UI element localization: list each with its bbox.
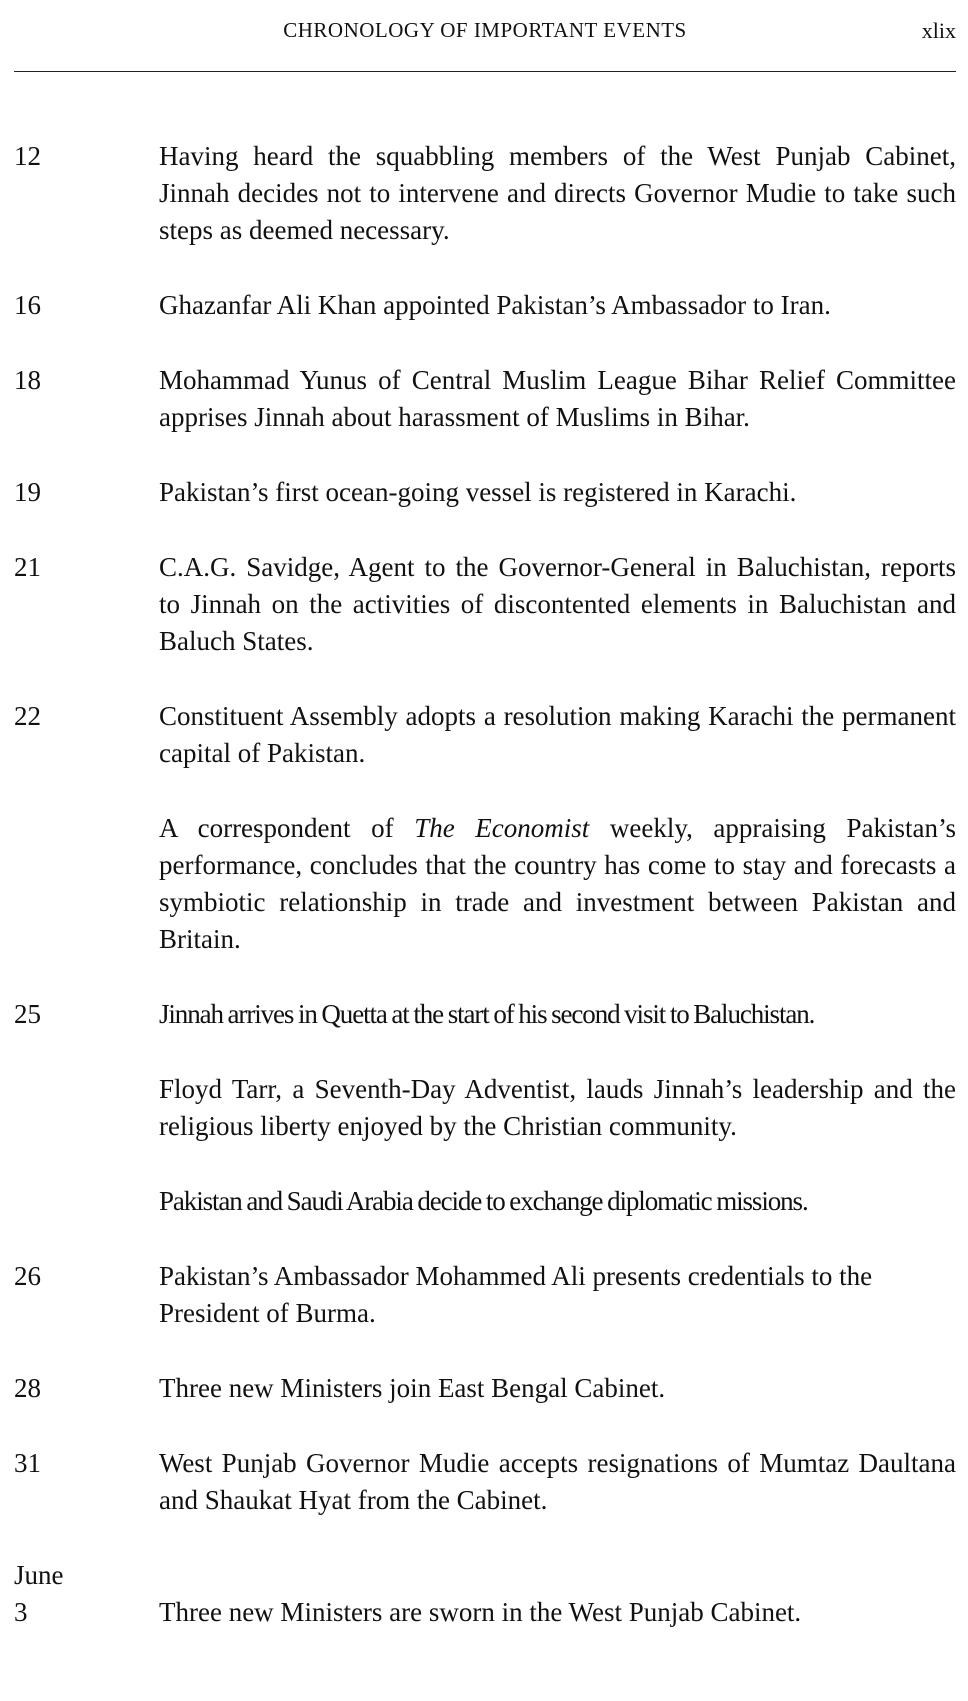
entry-text: C.A.G. Savidge, Agent to the Governor-General in Baluchistan, reports to Jinnah on the activities of discontented elements in Baluchistan and Baluch States. [159, 552, 956, 656]
entry-text: Having heard the squabbling members of the West Punjab Cabinet, Jinnah decides not to intervene and directs Governor Mudie to take such steps as deemed necessary. [159, 141, 956, 245]
chronology-list [14, 138, 956, 1669]
entry-day: 18 [14, 365, 41, 395]
entry-day: 19 [14, 477, 41, 507]
entry-text-before: A correspondent of [159, 813, 415, 843]
entry-text: Three new Ministers join East Bengal Cabinet. [159, 1373, 666, 1403]
chronology-entry [14, 1071, 956, 1145]
entry-text: Jinnah arrives in Quetta at the start of his second visit to Baluchistan. [159, 999, 815, 1029]
chronology-entry [14, 1183, 956, 1220]
entry-text: Constituent Assembly adopts a resolution making Karachi the permanent capital of Pakistan. [159, 701, 956, 768]
entry-text: West Punjab Governor Mudie accepts resignations of Mumtaz Daultana and Shaukat Hyat from the Cabinet. [159, 1448, 956, 1515]
entry-day: 3 [14, 1597, 28, 1627]
entry-day: 25 [14, 999, 41, 1029]
entry-day: 31 [14, 1448, 41, 1478]
entry-text: Pakistan’s Ambassador Mohammed Ali presents credentials to the President of Burma. [159, 1261, 873, 1328]
header-rule [14, 71, 956, 72]
page-header [14, 18, 956, 48]
publication-title: The Economist [414, 813, 590, 843]
chronology-entry [14, 1445, 956, 1519]
entry-text [159, 810, 956, 958]
entry-day: 16 [14, 290, 41, 320]
chronology-entry [14, 1594, 956, 1631]
chronology-entry [14, 287, 956, 324]
entry-text: Pakistan’s first ocean-going vessel is registered in Karachi. [159, 477, 797, 507]
entry-day: 22 [14, 701, 41, 731]
chronology-entry [14, 1370, 956, 1407]
chronology-entry [14, 474, 956, 511]
entry-day: 12 [14, 141, 41, 171]
chronology-entry [14, 810, 956, 958]
chronology-entry [14, 549, 956, 660]
chronology-entry [14, 1258, 956, 1332]
month-heading: June [14, 1560, 64, 1590]
entry-text: Three new Ministers are sworn in the West Punjab Cabinet. [159, 1597, 802, 1627]
entry-day: 26 [14, 1261, 41, 1291]
entry-text: Pakistan and Saudi Arabia decide to exchange diplomatic missions. [159, 1186, 808, 1216]
chronology-entry [14, 996, 956, 1033]
entry-day: 21 [14, 552, 41, 582]
chronology-entry [14, 138, 956, 249]
chronology-entry [14, 362, 956, 436]
entry-text-after: weekly, appraising Pakistan’s performance, concludes that the country has come to stay and forecasts a symbiotic relationship in trade and investment between Pakistan and Britain. [159, 813, 956, 954]
entry-day: 28 [14, 1373, 41, 1403]
chronology-entry [14, 698, 956, 772]
running-head: CHRONOLOGY OF IMPORTANT EVENTS [283, 18, 687, 42]
entry-text: Floyd Tarr, a Seventh-Day Adventist, lauds Jinnah’s leadership and the religious liberty enjoyed by the Christian community. [159, 1074, 956, 1141]
entry-text: Mohammad Yunus of Central Muslim League Bihar Relief Committee apprises Jinnah about harassment of Muslims in Bihar. [159, 365, 956, 432]
entry-text: Ghazanfar Ali Khan appointed Pakistan’s Ambassador to Iran. [159, 290, 831, 320]
page-number: xlix [921, 18, 956, 43]
